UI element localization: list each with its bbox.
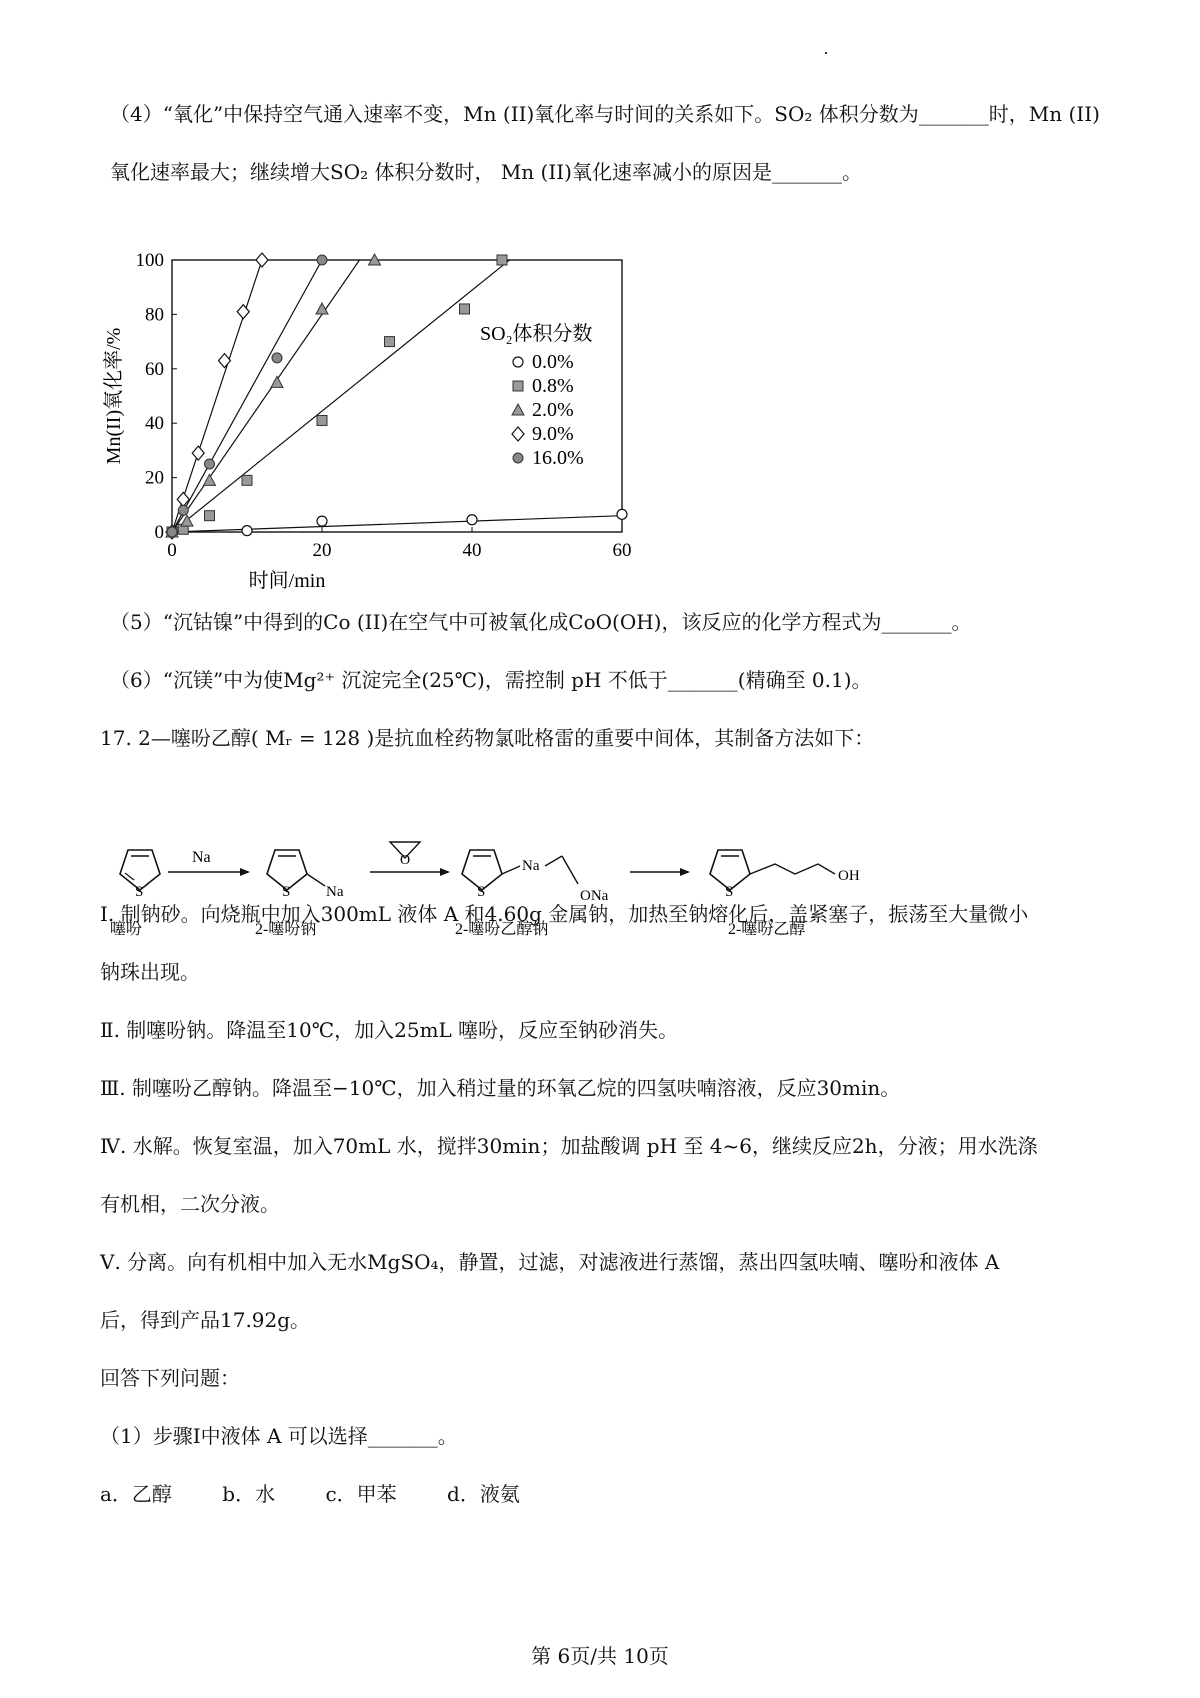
data-point [385, 337, 395, 347]
data-point [178, 505, 188, 515]
scan-dot [825, 52, 827, 54]
y-tick-label: 0 [154, 522, 164, 543]
legend-marker [512, 404, 524, 415]
thienylethanol-structure [710, 850, 860, 900]
y-tick-label: 100 [135, 250, 164, 271]
y-axis-label: Mn(II)氧化率/% [103, 327, 125, 465]
step5-line1: Ⅴ. 分离。向有机相中加入无水MgSO₄，静置，过滤，对滤液进行蒸馏，蒸出四氢呋喃、噻吩和液体 A [100, 1250, 1000, 1274]
sub-question-1: （1）步骤Ⅰ中液体 A 可以选择_______。 [100, 1424, 458, 1448]
legend-marker [513, 453, 523, 463]
thiophene-structure [120, 850, 160, 900]
reaction-scheme [100, 840, 980, 955]
label-sodium-thienylethanolate: 2-噻吩乙醇钠 [455, 921, 549, 938]
step3-text: Ⅲ. 制噻吩乙醇钠。降温至−10℃，加入稍过量的环氧乙烷的四氢呋喃溶液，反应30min。 [100, 1076, 901, 1100]
answer-prompt: 回答下列问题： [100, 1366, 240, 1390]
fit-line [172, 260, 360, 532]
page-footer: 第 6页/共 10页 [531, 1644, 669, 1668]
chart-svg [100, 250, 720, 640]
y-tick-label: 60 [145, 358, 164, 380]
x-tick-label: 60 [612, 540, 632, 561]
option-a: a．乙醇 [100, 1482, 172, 1506]
q4-line1: （4）“氧化”中保持空气通入速率不变，Mn (II)氧化率与时间的关系如下。SO₂ 体积分数为_______时，Mn (II) [110, 102, 1100, 126]
q6-text: （6）“沉镁”中为使Mg²⁺ 沉淀完全(25℃)，需控制 pH 不低于_______(精确至 0.1)。 [110, 668, 872, 692]
data-point [237, 305, 249, 319]
svg-text:S: S [282, 884, 291, 900]
sodium-thiophene-structure [267, 850, 344, 900]
x-tick-label: 0 [167, 540, 177, 561]
s-atom-1: S [135, 884, 144, 900]
y-tick-label: 20 [145, 467, 164, 489]
x-tick-label: 20 [312, 540, 332, 561]
step5-line2: 后，得到产品17.92g。 [100, 1308, 311, 1332]
option-c: c．甲苯 [325, 1482, 397, 1506]
step4-line2: 有机相，二次分液。 [100, 1192, 280, 1216]
data-point [317, 415, 327, 425]
option-b: b．水 [222, 1482, 276, 1506]
options-row [100, 1480, 564, 1508]
data-point [271, 376, 283, 387]
y-tick-label: 80 [145, 304, 164, 326]
legend-label: 16.0% [532, 447, 584, 469]
x-axis-label: 时间/min [248, 570, 326, 592]
step1-line1: Ⅰ. 制钠砂。向烧瓶中加入300mL 液体 A 和4.60g 金属钠，加热至钠熔化后，盖紧塞子，振荡至大量微小 [100, 902, 1029, 926]
y-tick-label: 40 [145, 413, 164, 435]
svg-text:S: S [725, 884, 734, 900]
fit-line [172, 260, 322, 532]
q4-line2: 氧化速率最大；继续增大SO₂ 体积分数时， Mn (II)氧化速率减小的原因是_______。 [110, 160, 862, 184]
legend-marker [513, 381, 523, 391]
legend-marker [512, 427, 524, 441]
data-point [242, 526, 252, 536]
data-point [256, 253, 268, 267]
data-point [167, 527, 177, 537]
epoxide-reagent [390, 842, 420, 868]
sodium-thienylethanolate-structure [462, 850, 609, 904]
legend-label: 2.0% [532, 399, 574, 421]
label-thienylethanol: 2-噻吩乙醇 [728, 921, 806, 938]
label-2-thienylsodium: 2-噻吩钠 [255, 921, 317, 938]
fit-line [172, 260, 262, 532]
legend-label: 0.0% [532, 351, 574, 373]
label-thiophene: 噻吩 [110, 921, 143, 938]
data-point [272, 353, 282, 363]
legend-marker [513, 357, 523, 367]
step2-text: Ⅱ. 制噻吩钠。降温至10℃，加入25mL 噻吩，反应至钠砂消失。 [100, 1018, 679, 1042]
svg-text:Na: Na [522, 858, 540, 874]
x-tick-label: 40 [462, 540, 482, 561]
data-point [204, 474, 216, 485]
legend-title: SO₂体积分数 [480, 323, 593, 345]
data-point [617, 509, 627, 519]
data-point [317, 255, 327, 265]
data-point [192, 446, 204, 460]
data-point [467, 515, 477, 525]
svg-text:O: O [400, 853, 411, 868]
data-point [219, 354, 231, 368]
svg-text:ONa: ONa [580, 888, 609, 904]
q5-text: （5）“沉钴镍”中得到的Co (II)在空气中可被氧化成CoO(OH)，该反应的化学方程式为_______。 [110, 610, 972, 634]
data-point [242, 475, 252, 485]
svg-text:Na: Na [326, 884, 344, 900]
data-point [205, 459, 215, 469]
step4-line1: Ⅳ. 水解。恢复室温，加入70mL 水，搅拌30min；加盐酸调 pH 至 4~6，继续反应2h，分液；用水洗涤 [100, 1134, 1038, 1158]
legend-label: 0.8% [532, 375, 574, 397]
oxidation-chart [100, 250, 720, 640]
legend-label: 9.0% [532, 423, 574, 445]
option-d: d．液氨 [447, 1482, 520, 1506]
svg-text:S: S [477, 884, 486, 900]
data-point [460, 304, 470, 314]
data-point [317, 516, 327, 526]
fit-line [172, 260, 510, 532]
data-point [497, 255, 507, 265]
fit-line [172, 516, 622, 532]
data-point [205, 511, 215, 521]
step1-line2: 钠珠出现。 [100, 960, 200, 984]
reagent-na: Na [192, 849, 211, 866]
svg-text:OH: OH [838, 868, 860, 884]
q17-text: 17. 2—噻吩乙醇( Mᵣ = 128 )是抗血栓药物氯吡格雷的重要中间体，其制备方法如下： [100, 726, 875, 750]
